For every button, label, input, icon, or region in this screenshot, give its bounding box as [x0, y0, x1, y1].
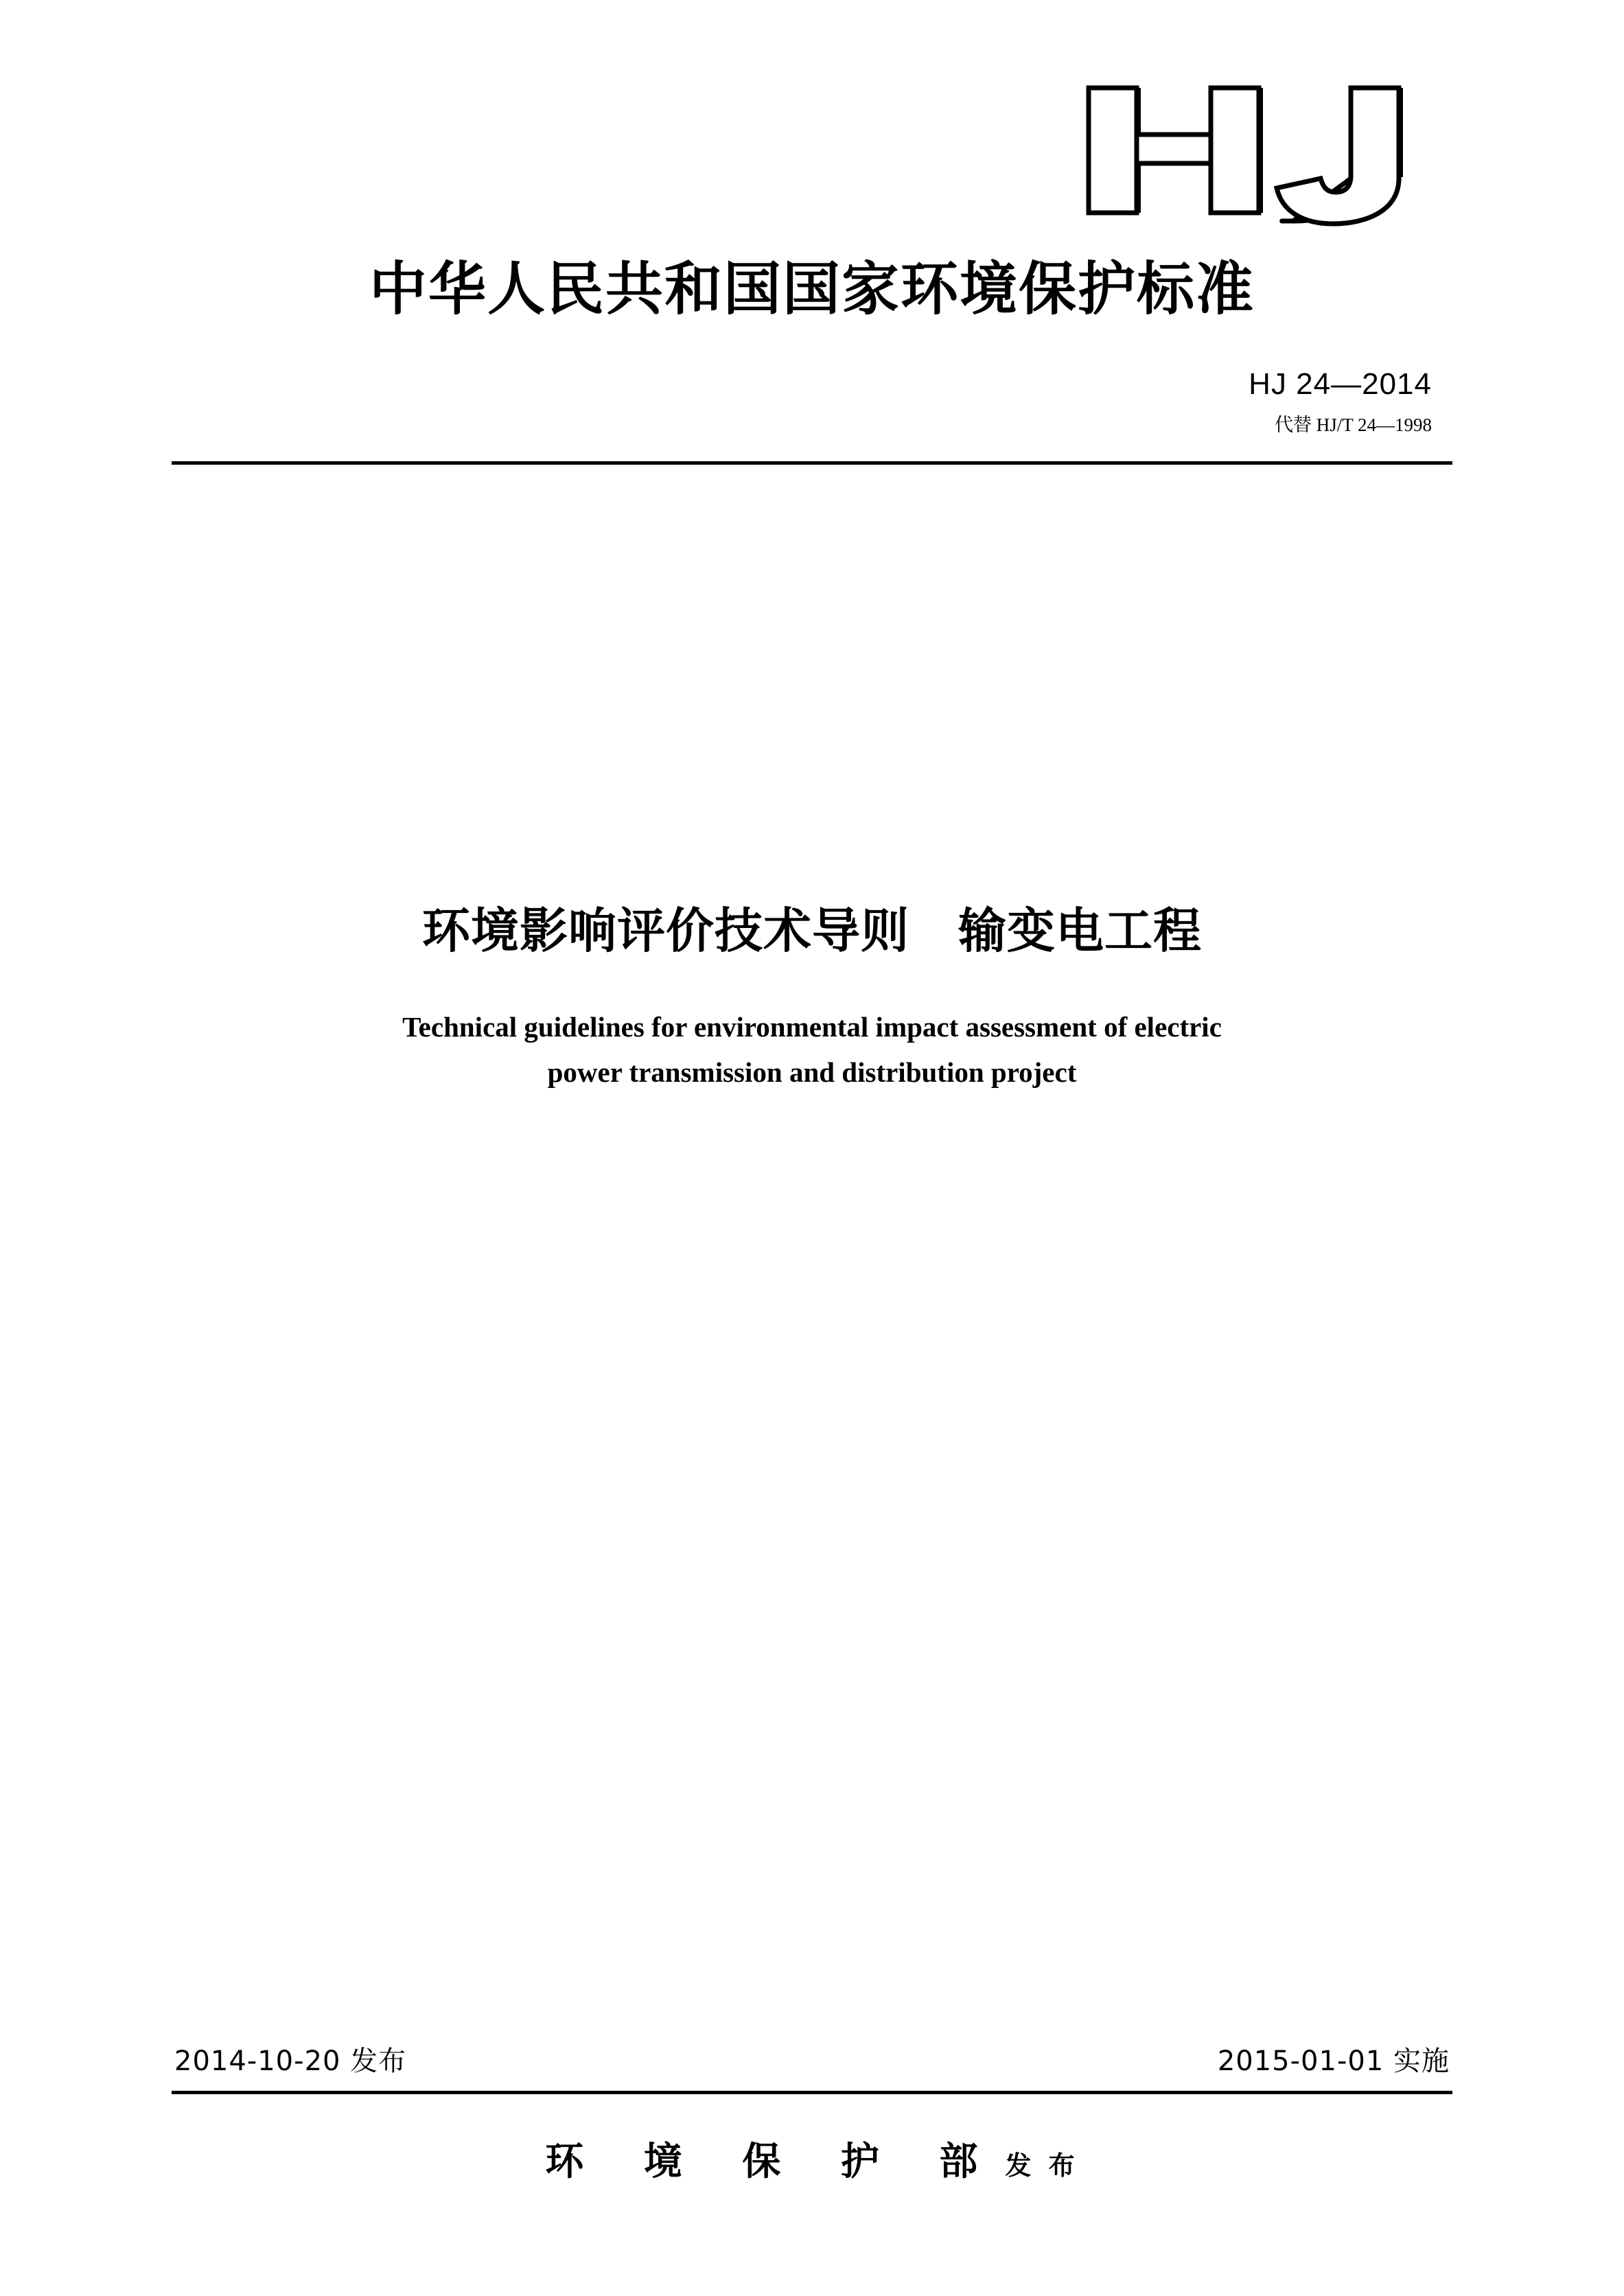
issuer-action: 发 布	[1005, 2150, 1079, 2181]
header-divider	[172, 461, 1452, 465]
standard-number: HJ 24—2014	[1249, 367, 1432, 401]
replaces-note: 代替 HJ/T 24—1998	[1274, 415, 1432, 435]
document-title-english-line1: Technical guidelines for environmental impact assessment of electric	[402, 1011, 1222, 1043]
footer-divider	[172, 2091, 1452, 2094]
dates-row	[172, 2039, 1452, 2091]
hj-emblem-icon	[172, 0, 1452, 236]
effective-date: 2015-01-01 实施	[1217, 2045, 1450, 2077]
document-title-english	[178, 1004, 1446, 1095]
cover-title-block	[0, 892, 1624, 1095]
issuer-row	[172, 2131, 1452, 2186]
standard-series-title: 中华人民共和国国家环境保护标准	[369, 255, 1255, 323]
cover-footer	[172, 2039, 1452, 2186]
issuer-name: 环 境 保 护 部	[545, 2140, 1001, 2184]
cover-header	[0, 0, 1624, 465]
standard-number-block	[172, 367, 1452, 437]
document-title-chinese: 环境影响评价技术导则 输变电工程	[422, 903, 1202, 959]
document-title-english-line2: power transmission and distribution project	[547, 1056, 1077, 1089]
issue-date: 2014-10-20 发布	[174, 2045, 407, 2077]
